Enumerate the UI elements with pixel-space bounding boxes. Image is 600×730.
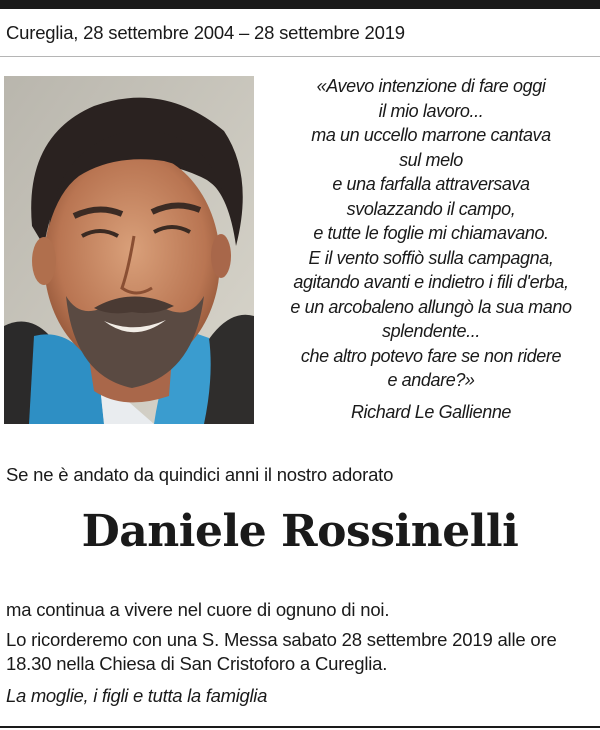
- dates-line: Cureglia, 28 settembre 2004 – 28 settembre 2019: [6, 22, 405, 43]
- quote-line: e una farfalla attraversava: [332, 174, 530, 194]
- quote-line: il mio lavoro...: [378, 100, 484, 121]
- quote-line: che altro potevo fare se non ridere: [300, 345, 562, 366]
- quote-line: ma un uccello marrone cantava: [311, 125, 551, 145]
- quote-line: sul melo: [399, 149, 463, 170]
- top-rule: [0, 0, 600, 9]
- quote-author: Richard Le Gallienne: [350, 402, 512, 422]
- message-line-1: ma continua a vivere nel cuore di ognuno di noi.: [6, 599, 390, 620]
- quote-line: E il vento soffiò sulla campagna,: [308, 247, 554, 268]
- quote-line: svolazzando il campo,: [346, 198, 516, 219]
- divider: [0, 56, 600, 57]
- mass-announcement: Lo ricorderemo con una S. Messa sabato 28 settembre 2019 alle ore 18.30 nella Chiesa di San Cristoforo a Cureglia.: [6, 629, 557, 674]
- portrait-photo: [4, 76, 254, 424]
- bottom-rule: [0, 726, 600, 728]
- quote-line: e tutte le foglie mi chiamavano.: [313, 223, 549, 243]
- quote-line: splendente...: [382, 321, 480, 341]
- quote-line: «Avevo intenzione di fare oggi: [316, 76, 546, 96]
- family-signature: La moglie, i figli e tutta la famiglia: [6, 685, 268, 706]
- quote-line: agitando avanti e indietro i fili d'erba,: [293, 272, 569, 292]
- quote-poem: [262, 74, 600, 393]
- quote-line: e un arcobaleno allungò la sua mano: [290, 296, 572, 317]
- intro-text: Se ne è andato da quindici anni il nostro adorato: [6, 464, 394, 485]
- deceased-name: Daniele Rossinelli: [81, 506, 519, 557]
- quote-line: e andare?»: [387, 370, 475, 390]
